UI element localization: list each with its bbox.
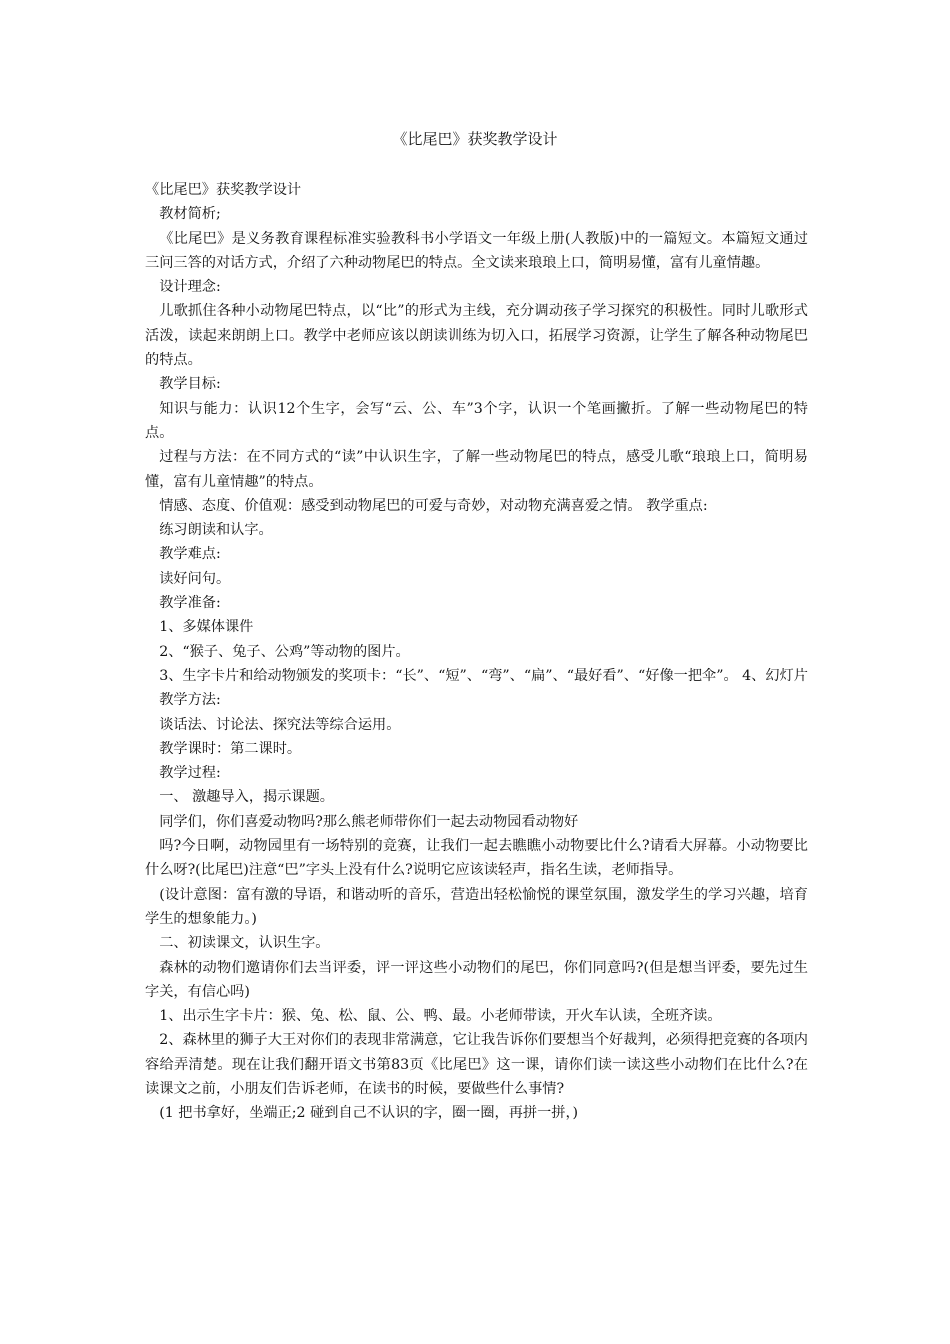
paragraph: 儿歌抓住各种小动物尾巴特点，以“比”的形式为主线，充分调动孩子学习探究的积极性。同时儿歌形式活泼，读起来朗朗上口。教学中老师应该以朗读训练为切入口，拓展学习资源，让学生了解各种动物尾巴的特点。 [145,303,808,369]
paragraph: 1、多媒体课件 [159,619,254,636]
paragraph: 教学课时：第二课时。 [159,740,302,757]
paragraph: 1、出示生字卡片：猴、兔、松、鼠、公、鸭、最。小老师带读，开火车认读，全班齐读。 [159,1008,722,1025]
paragraph: 《比尾巴》获奖教学设计 [145,182,302,198]
document-title: 《比尾巴》获奖教学设计 [392,130,558,148]
paragraph: 教学目标: [159,376,221,393]
paragraph: 过程与方法：在不同方式的“读”中认识生字，了解一些动物尾巴的特点，感受儿歌“琅琅上口，简明易懂，富有儿童情趣”的特点。 [145,449,808,490]
paragraph: 同学们，你们喜爱动物吗?那么熊老师带你们一起去动物园看动物好 [159,813,579,830]
paragraph: 谈话法、讨论法、探究法等综合运用。 [159,716,401,733]
paragraph: 教材简析; [159,206,221,223]
paragraph: 2、“猴子、兔子、公鸡”等动物的图片。 [159,643,410,660]
paragraph: 情感、态度、价值观：感受到动物尾巴的可爱与奇妙，对动物充满喜爱之情。 教学重点: [159,497,708,514]
paragraph: 二、初读课文，认识生字。 [159,935,330,952]
paragraph: 2、森林里的狮子大王对你们的表现非常满意，它让我告诉你们要想当个好裁判，必须得把竞赛的各项内容给弄清楚。现在让我们翻开语文书第83页《比尾巴》这一课，请你们读一读这些小动物们在比什么?在读课文之前，小朋友们告诉老师，在读书的时候，要做些什么事情? [145,1032,808,1097]
paragraph: 教学方法: [159,692,221,709]
paragraph: 一、 激趣导入，揭示课题。 [159,789,334,806]
paragraph: (1 把书拿好，坐端正;2 碰到自己不认识的字，圈一圈，再拼一拼，) [159,1105,579,1122]
paragraph: 教学难点: [159,546,221,563]
document-body [145,178,808,1126]
paragraph: 吗?今日啊，动物园里有一场特别的竞赛，让我们一起去瞧瞧小动物要比什么?请看大屏幕。小动物要比什么呀?(比尾巴)注意“巴”字头上没有什么?说明它应该读轻声，指名生读，老师指导。 [145,838,808,879]
paragraph: 教学过程: [159,765,221,782]
paragraph: 读好问句。 [159,570,231,587]
paragraph: 设计理念: [159,279,221,296]
paragraph: (设计意图：富有激的导语，和谐动听的音乐，营造出轻松愉悦的课堂氛围，激发学生的学习兴趣，培育学生的想象能力。) [145,886,808,927]
paragraph: 知识与能力：认识12个生字，会写“云、公、车”3个字，认识一个笔画撇折。了解一些动物尾巴的特点。 [145,400,808,441]
paragraph: 教学准备: [159,595,221,612]
paragraph: 森林的动物们邀请你们去当评委，评一评这些小动物们的尾巴，你们同意吗?(但是想当评委，要先过生字关，有信心吗) [145,959,808,1000]
paragraph: 《比尾巴》是义务教育课程标准实验教科书小学语文一年级上册(人教版)中的一篇短文。本篇短文通过三问三答的对话方式，介绍了六种动物尾巴的特点。全文读来琅琅上口，简明易懂，富有儿童情趣。 [145,230,808,271]
paragraph: 练习朗读和认字。 [159,522,273,539]
paragraph: 3、生字卡片和给动物颁发的奖项卡：“长”、“短”、“弯”、“扁”、“最好看”、“好像一把伞”。 4、幻灯片 [159,667,808,684]
